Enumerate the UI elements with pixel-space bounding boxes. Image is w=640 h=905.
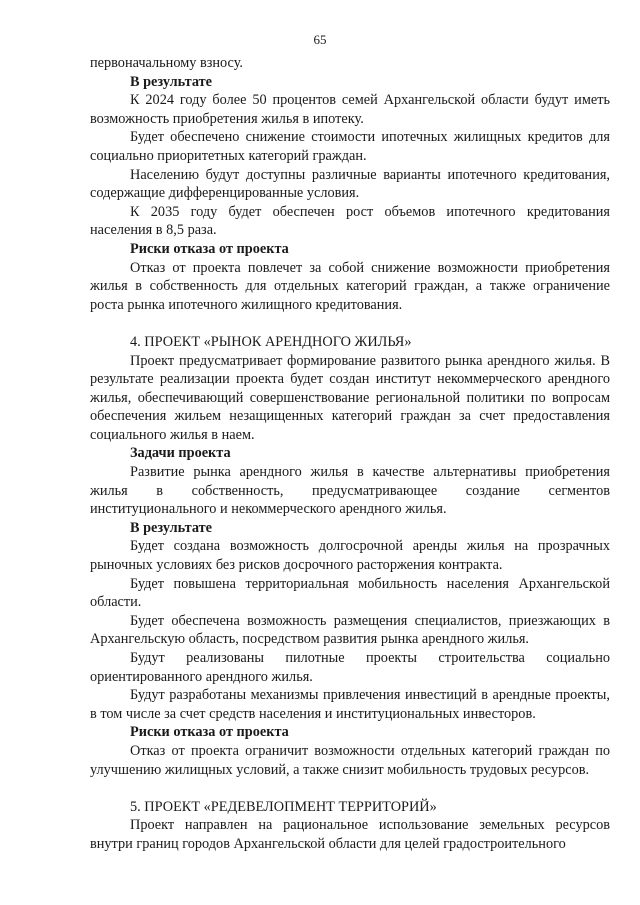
paragraph: Будут реализованы пилотные проекты строительства социально ориентированного арендного жилья. [90, 650, 610, 685]
paragraph: первоначальному взносу. [90, 55, 243, 71]
paragraph: Развитие рынка арендного жилья в качестве альтернативы приобретения жилья в собственность, предусматривающее создание сегментов институционального и некоммерческого арендного жилья. [90, 464, 610, 518]
paragraph: Будет повышена территориальная мобильность населения Архангельской области. [90, 575, 610, 611]
section-subheading: Риски отказа от проекта [130, 724, 289, 741]
paragraph: Проект предусматривает формирование развитого рынка арендного жилья. В результате реализации проекта будет создан институт некоммерческого арендного жилья, обеспечивающий совершенствование региональной политики по вопросам обеспечения жильем незащищенных категорий граждан за счет предоставления социального жилья в наем. [90, 352, 610, 443]
section-heading: 4. ПРОЕКТ «РЫНОК АРЕНДНОГО ЖИЛЬЯ» [130, 333, 412, 350]
paragraph: Будет создана возможность долгосрочной аренды жилья на прозрачных рыночных условиях без рисков досрочного расторжения контракта. [90, 538, 610, 574]
paragraph: Отказ от проекта ограничит возможности отдельных категорий граждан по улучшению жилищных условий, а также снизит мобильность трудовых ресурсов. [90, 742, 610, 778]
paragraph: Будет обеспечена возможность размещения специалистов, приезжающих в Архангельскую область, посредством развития рынка арендного жилья. [90, 612, 610, 648]
document-body [90, 54, 610, 854]
section-subheading: Риски отказа от проекта [130, 240, 289, 257]
paragraph: Будут разработаны механизмы привлечения инвестиций в арендные проекты, в том числе за счет средств населения и институциональных инвесторов. [90, 687, 610, 722]
section-subheading: В результате [130, 519, 213, 536]
paragraph: Отказ от проекта повлечет за собой снижение возможности приобретения жилья в собственность для отдельных категорий граждан, а также ограничение роста рынка ипотечного жилищного кредитования. [90, 259, 610, 313]
section-heading: 5. ПРОЕКТ «РЕДЕВЕЛОПМЕНТ ТЕРРИТОРИЙ» [130, 798, 437, 815]
paragraph: К 2035 году будет обеспечен рост объемов ипотечного кредитования населения в 8,5 раза. [90, 203, 610, 239]
paragraph: Будет обеспечено снижение стоимости ипотечных жилищных кредитов для социально приоритетных категорий граждан. [90, 129, 610, 164]
section-subheading: В результате [130, 73, 213, 90]
page-number: 65 [313, 32, 327, 47]
paragraph: Населению будут доступны различные варианты ипотечного кредитования, содержащие дифференцированные условия. [90, 166, 610, 202]
section-subheading: Задачи проекта [130, 445, 231, 462]
paragraph: К 2024 году более 50 процентов семей Архангельской области будут иметь возможность приобретения жилья в ипотеку. [90, 92, 610, 127]
paragraph: Проект направлен на рациональное использование земельных ресурсов внутри границ городов Архангельской области для целей градостроительного [90, 817, 610, 852]
